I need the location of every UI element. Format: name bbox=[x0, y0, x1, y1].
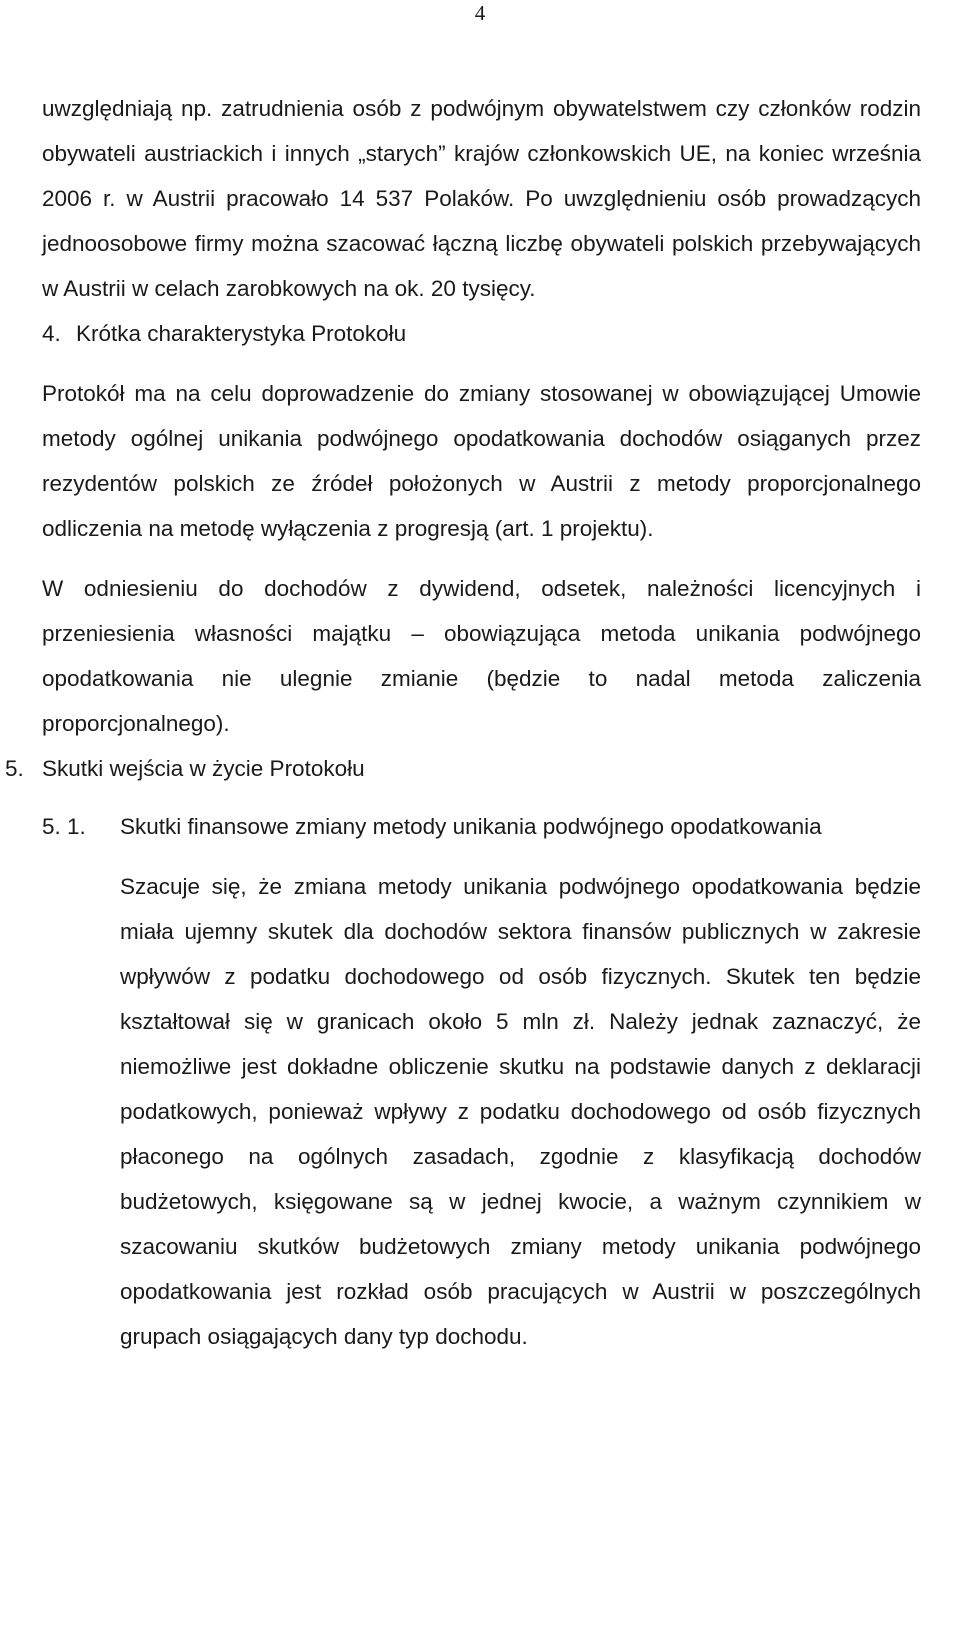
subsection-5-1-heading bbox=[42, 804, 921, 849]
intro-paragraph: uwzględniają np. zatrudnienia osób z podwójnym obywatelstwem czy członków rodzin obywateli austriackich i innych „starych” krajów członkowskich UE, na koniec września 2006 r. w Austrii pracowało 14 537 Polaków. Po uwzględnieniu osób prowadzących jednoosobowe firmy można szacować łączną liczbę obywateli polskich przebywających w Austrii w celach zarobkowych na ok. 20 tysięcy. bbox=[42, 96, 921, 301]
subsection-5-1-number: 5. 1. bbox=[42, 814, 86, 839]
page-number: 4 bbox=[474, 1, 486, 25]
document-body bbox=[5, 86, 921, 1359]
section-5-number: 5. bbox=[5, 756, 24, 781]
section-4-title: Krótka charakterystyka Protokołu bbox=[76, 321, 407, 346]
section-4-number: 4. bbox=[42, 321, 61, 346]
subsection-5-1-title: Skutki finansowe zmiany metody unikania podwójnego opodatkowania bbox=[120, 814, 822, 839]
section-5-title: Skutki wejścia w życie Protokołu bbox=[42, 756, 365, 781]
section-4-heading bbox=[42, 311, 921, 356]
subsection-5-1-paragraph: Szacuje się, że zmiana metody unikania podwójnego opodatkowania będzie miała ujemny skutek dla dochodów sektora finansów publicznych w zakresie wpływów z podatku dochodowego od osób fizycznych. Skutek ten będzie kształtował się w granicach około 5 mln zł. Należy jednak zaznaczyć, że niemożliwe jest dokładne obliczenie skutku na podstawie danych z deklaracji podatkowych, ponieważ wpływy z podatku dochodowego od osób fizycznych płaconego na ogólnych zasadach, zgodnie z klasyfikacją dochodów budżetowych, księgowane są w jednej kwocie, a ważnym czynnikiem w szacowaniu skutków budżetowych zmiany metody unikania podwójnego opodatkowania jest rozkład osób pracujących w Austrii w poszczególnych grupach osiągających dany typ dochodu. bbox=[120, 874, 921, 1349]
section-4-paragraph-1: Protokół ma na celu doprowadzenie do zmiany stosowanej w obowiązującej Umowie metody ogólnej unikania podwójnego opodatkowania dochodów osiąganych przez rezydentów polskich ze źródeł położonych w Austrii z metody proporcjonalnego odliczenia na metodę wyłączenia z progresją (art. 1 projektu). bbox=[42, 381, 921, 541]
section-5-heading bbox=[5, 746, 921, 791]
subsection-5-1-body bbox=[120, 864, 921, 1359]
section-4-paragraph-2: W odniesieniu do dochodów z dywidend, odsetek, należności licencyjnych i przeniesienia własności majątku – obowiązująca metoda unikania podwójnego opodatkowania nie ulegnie zmianie (będzie to nadal metoda zaliczenia proporcjonalnego). bbox=[42, 576, 921, 736]
